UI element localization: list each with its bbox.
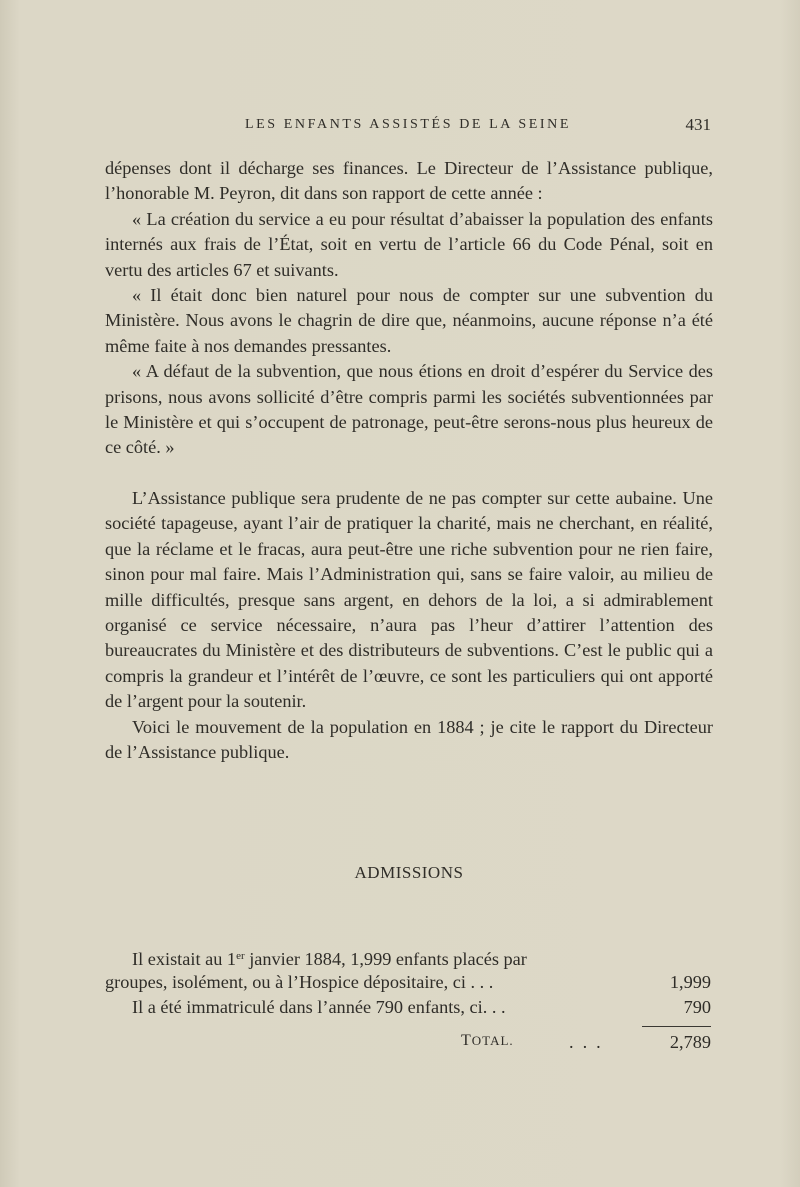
section-heading: ADMISSIONS xyxy=(354,863,464,882)
running-title: LES ENFANTS ASSISTÉS DE LA SEINE xyxy=(244,117,572,132)
body-text xyxy=(105,156,713,765)
total-row xyxy=(105,1032,711,1058)
table-row xyxy=(105,995,711,1021)
paragraph-1: dépenses dont il décharge ses finances. Le Directeur de l’Assistance publique, l’honorable M. Peyron, dit dans son rapport de cette année : xyxy=(105,158,713,204)
total-label: TOTAL. xyxy=(461,1032,514,1049)
row-amount: 1,999 xyxy=(669,971,711,992)
admissions-table xyxy=(105,944,711,1021)
total-rule xyxy=(642,1026,711,1027)
row-label: groupes, isolément, ou à l’Hospice dépositaire, ci . . . xyxy=(105,971,494,992)
total-dots: ... xyxy=(569,1032,610,1052)
row-label: Il existait au 1er janvier 1884, 1,999 enfants placés par xyxy=(132,949,527,969)
quote-paragraph-3: « A défaut de la subvention, que nous étions en droit d’espérer du Service des prisons, nous avons sollicité d’être compris parmi les sociétés subventionnées par le Ministère et qui s’occupent de patronage, peut-être serons-nous plus heureux de ce côté. » xyxy=(105,361,713,458)
running-head xyxy=(105,117,711,139)
table-row xyxy=(105,970,711,996)
row-label: Il a été immatriculé dans l’année 790 enfants, ci. . . xyxy=(132,997,506,1018)
total-amount: 2,789 xyxy=(669,1032,711,1052)
quote-paragraph-2: « Il était donc bien naturel pour nous de compter sur une subvention du Ministère. Nous avons le chagrin de dire que, néanmoins, aucune réponse n’a été même faite à nos demandes pressantes. xyxy=(105,285,713,356)
paragraph-intro-table: Voici le mouvement de la population en 1884 ; je cite le rapport du Directeur de l’Assistance publique. xyxy=(105,716,713,762)
quote-paragraph-1: « La création du service a eu pour résultat d’abaisser la population des enfants internés aux frais de l’État, soit en vertu de l’article 66 du Code Pénal, soit en vertu des articles 67 et suivants. xyxy=(105,208,713,280)
row-amount: 790 xyxy=(683,997,711,1018)
paragraph-commentary: L’Assistance publique sera prudente de ne pas compter sur cette aubaine. Une société tapageuse, ayant l’air de pratiquer la charité, mais ne cherchant, en réalité, que la réclame et le fracas, aura peut-être une riche subvention pour ne rien faire, sinon pour mal faire. Mais l’Administration qui, sans se faire valoir, au milieu de mille difficultés, presque sans argent, en dehors de la loi, a si admirablement organisé ce service nécessaire, n’aura pas l’heur d’attirer l’attention des bureaucrates du Ministère et des distributeurs de subventions. C’est le public qui a compris la grandeur et l’intérêt de l’œuvre, ce sont les particuliers qui ont apporté de l’argent pour la soutenir. xyxy=(105,487,713,712)
table-row xyxy=(105,944,711,970)
page-number: 431 xyxy=(685,115,711,134)
superscript: er xyxy=(236,950,245,962)
